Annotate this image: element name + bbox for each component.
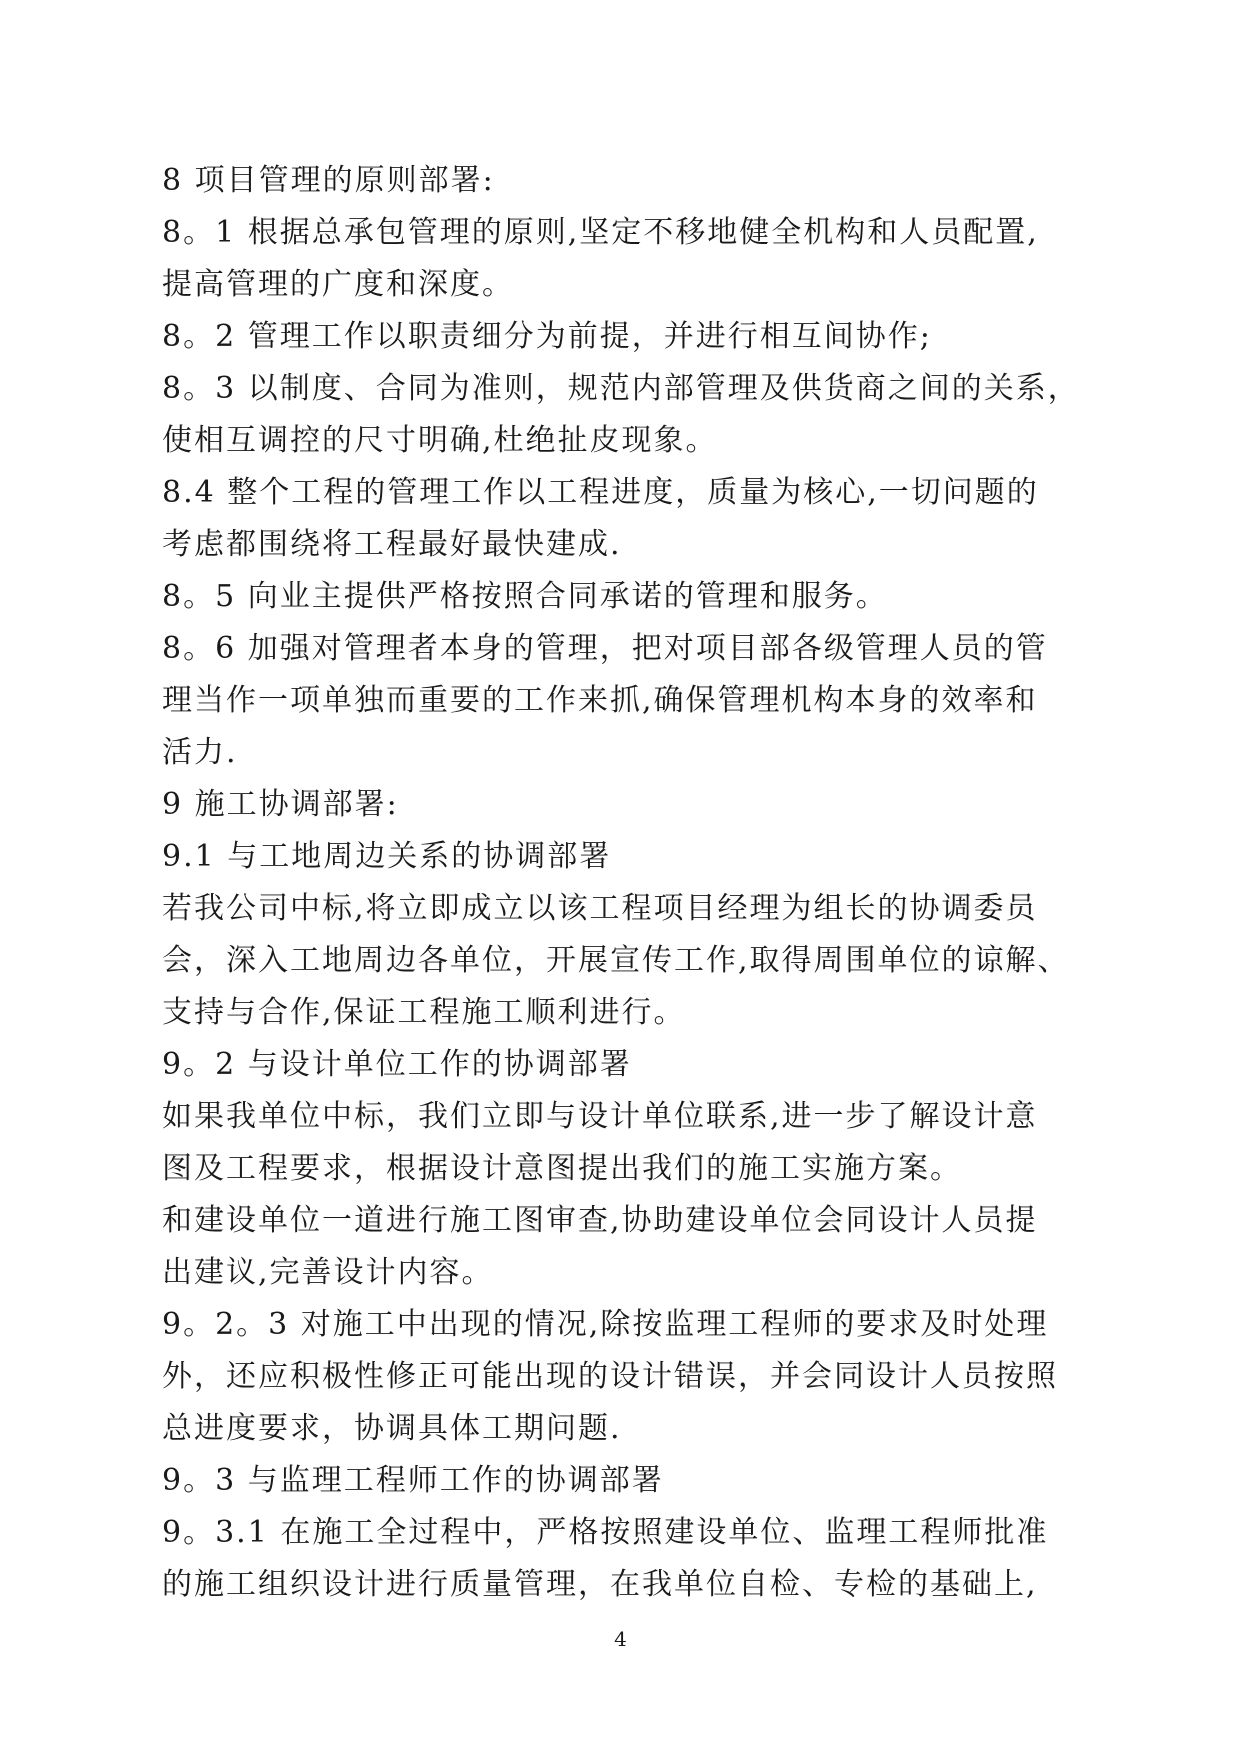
text-line: 若我公司中标,将立即成立以该工程项目经理为组长的协调委员 — [162, 891, 1038, 926]
text-line: 9。2 与设计单位工作的协调部署 — [162, 1047, 632, 1082]
text-line: 会，深入工地周边各单位，开展宣传工作,取得周围单位的谅解、 — [162, 943, 1070, 978]
text-line: 提高管理的广度和深度。 — [162, 267, 514, 302]
text-line: 的施工组织设计进行质量管理，在我单位自检、专检的基础上, — [162, 1567, 1038, 1602]
text-line: 使相互调控的尺寸明确,杜绝扯皮现象。 — [162, 423, 718, 458]
text-line: 9。3.1 在施工全过程中，严格按照建设单位、监理工程师批准 — [162, 1515, 1049, 1550]
text-line: 8。1 根据总承包管理的原则,坚定不移地健全机构和人员配置, — [162, 215, 1039, 250]
text-line: 8。5 向业主提供严格按照合同承诺的管理和服务。 — [162, 579, 888, 614]
text-line: 图及工程要求，根据设计意图提出我们的施工实施方案。 — [162, 1151, 962, 1186]
text-line: 9。3 与监理工程师工作的协调部署 — [162, 1463, 664, 1498]
text-line: 活力. — [162, 735, 238, 770]
text-line: 8。2 管理工作以职责细分为前提，并进行相互间协作; — [162, 319, 932, 354]
text-line: 如果我单位中标，我们立即与设计单位联系,进一步了解设计意 — [162, 1099, 1038, 1134]
text-line: 总进度要求，协调具体工期问题. — [162, 1411, 622, 1446]
text-line: 出建议,完善设计内容。 — [162, 1255, 494, 1290]
document-body — [162, 155, 1097, 1611]
text-line: 9。2。3 对施工中出现的情况,除按监理工程师的要求及时处理 — [162, 1307, 1049, 1342]
text-line: 8.4 整个工程的管理工作以工程进度，质量为核心,一切问题的 — [162, 475, 1039, 510]
text-line: 和建设单位一道进行施工图审查,协助建设单位会同设计人员提 — [162, 1203, 1038, 1238]
text-line: 外，还应积极性修正可能出现的设计错误，并会同设计人员按照 — [162, 1359, 1058, 1394]
text-line: 9 施工协调部署: — [162, 787, 399, 822]
text-line: 考虑都围绕将工程最好最快建成. — [162, 527, 622, 562]
text-line: 理当作一项单独而重要的工作来抓,确保管理机构本身的效率和 — [162, 683, 1038, 718]
text-line: 8。6 加强对管理者本身的管理，把对项目部各级管理人员的管 — [162, 631, 1048, 666]
page-number: 4 — [614, 1627, 627, 1651]
text-line: 8。3 以制度、合同为准则，规范内部管理及供货商之间的关系， — [162, 371, 1080, 406]
text-line: 8 项目管理的原则部署: — [162, 163, 495, 198]
text-line: 支持与合作,保证工程施工顺利进行。 — [162, 995, 686, 1030]
text-line: 9.1 与工地周边关系的协调部署 — [162, 839, 612, 874]
